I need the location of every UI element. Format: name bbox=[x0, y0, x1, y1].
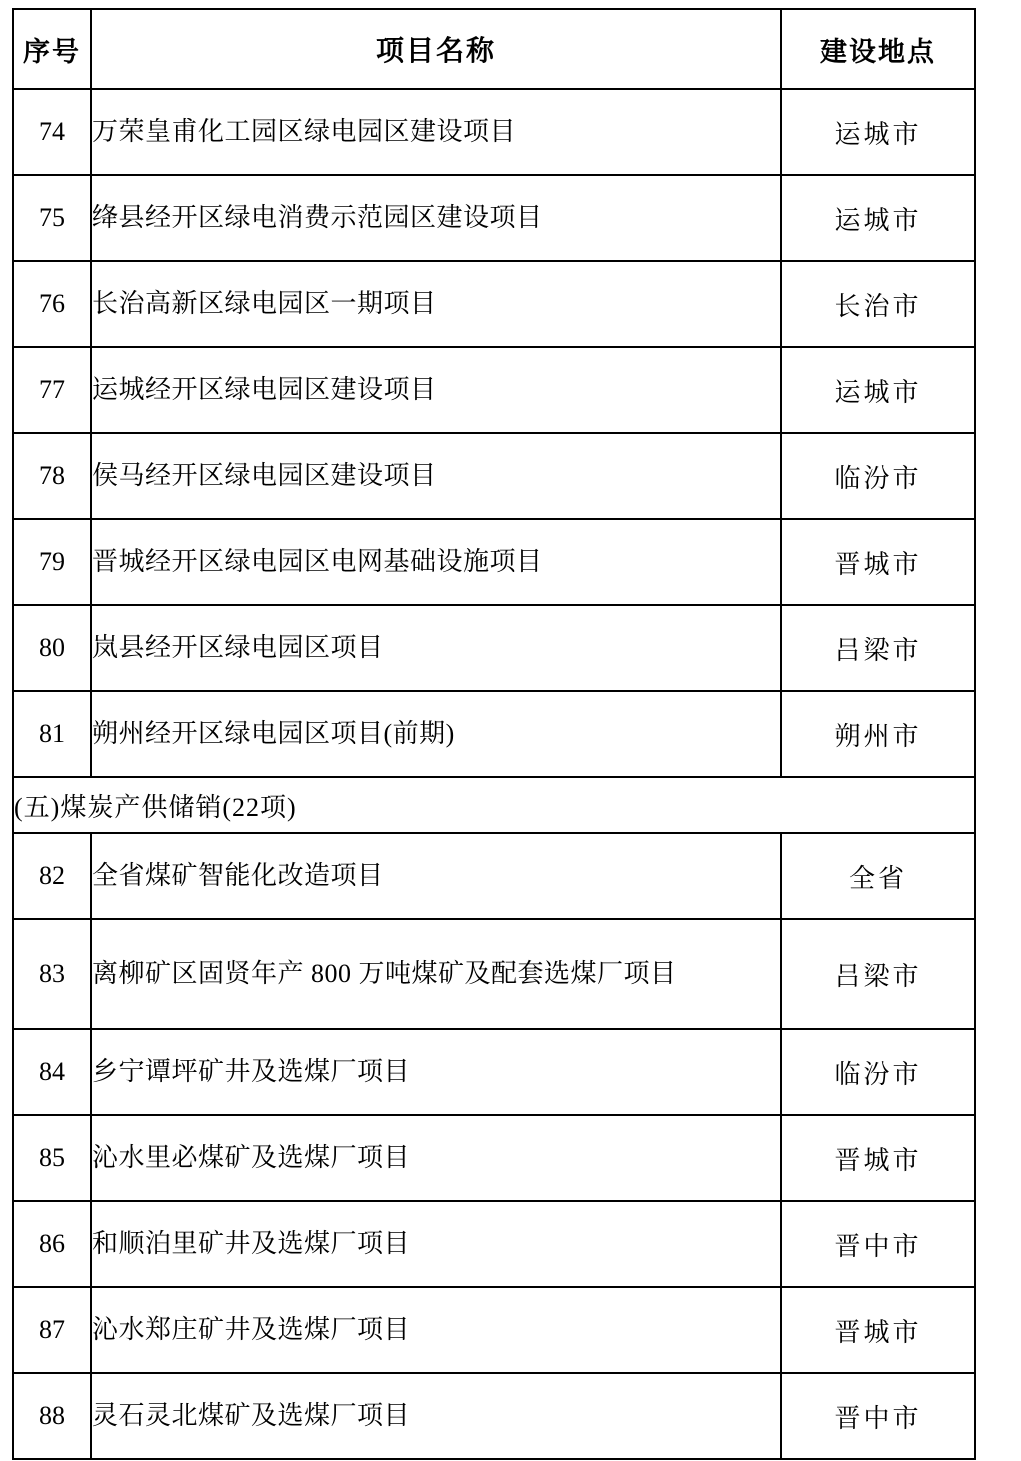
cell-place: 临汾市 bbox=[781, 1029, 975, 1115]
table-row bbox=[13, 833, 975, 919]
cell-name: 灵石灵北煤矿及选煤厂项目 bbox=[91, 1373, 781, 1459]
project-table bbox=[12, 8, 976, 1460]
cell-place: 运城市 bbox=[781, 175, 975, 261]
cell-place: 晋城市 bbox=[781, 1287, 975, 1373]
column-header-name: 项目名称 bbox=[91, 9, 781, 89]
cell-place: 朔州市 bbox=[781, 691, 975, 777]
table-row bbox=[13, 261, 975, 347]
table-header bbox=[13, 9, 975, 89]
document-page bbox=[0, 8, 1021, 1461]
table-row bbox=[13, 175, 975, 261]
section-heading: (五)煤炭产供储销(22项) bbox=[13, 777, 975, 833]
cell-name: 岚县经开区绿电园区项目 bbox=[91, 605, 781, 691]
table-header-row bbox=[13, 9, 975, 89]
column-header-no: 序号 bbox=[13, 9, 91, 89]
cell-place: 晋中市 bbox=[781, 1373, 975, 1459]
cell-no: 86 bbox=[13, 1201, 91, 1287]
cell-name: 全省煤矿智能化改造项目 bbox=[91, 833, 781, 919]
cell-no: 77 bbox=[13, 347, 91, 433]
cell-no: 87 bbox=[13, 1287, 91, 1373]
cell-no: 74 bbox=[13, 89, 91, 175]
cell-no: 75 bbox=[13, 175, 91, 261]
cell-place: 晋城市 bbox=[781, 519, 975, 605]
cell-name: 沁水里必煤矿及选煤厂项目 bbox=[91, 1115, 781, 1201]
cell-no: 76 bbox=[13, 261, 91, 347]
cell-name: 朔州经开区绿电园区项目(前期) bbox=[91, 691, 781, 777]
table-row bbox=[13, 1201, 975, 1287]
cell-place: 晋城市 bbox=[781, 1115, 975, 1201]
table-row bbox=[13, 1029, 975, 1115]
table-row bbox=[13, 605, 975, 691]
section-heading-row bbox=[13, 777, 975, 833]
cell-name: 侯马经开区绿电园区建设项目 bbox=[91, 433, 781, 519]
cell-no: 85 bbox=[13, 1115, 91, 1201]
cell-no: 82 bbox=[13, 833, 91, 919]
table-row bbox=[13, 433, 975, 519]
table-row bbox=[13, 519, 975, 605]
cell-name: 离柳矿区固贤年产 800 万吨煤矿及配套选煤厂项目 bbox=[91, 919, 781, 1029]
column-header-place: 建设地点 bbox=[781, 9, 975, 89]
cell-no: 83 bbox=[13, 919, 91, 1029]
cell-place: 吕梁市 bbox=[781, 919, 975, 1029]
cell-name: 长治高新区绿电园区一期项目 bbox=[91, 261, 781, 347]
cell-name: 乡宁谭坪矿井及选煤厂项目 bbox=[91, 1029, 781, 1115]
cell-name: 万荣皇甫化工园区绿电园区建设项目 bbox=[91, 89, 781, 175]
cell-no: 84 bbox=[13, 1029, 91, 1115]
cell-place: 晋中市 bbox=[781, 1201, 975, 1287]
cell-no: 78 bbox=[13, 433, 91, 519]
cell-no: 88 bbox=[13, 1373, 91, 1459]
cell-name: 绛县经开区绿电消费示范园区建设项目 bbox=[91, 175, 781, 261]
cell-place: 长治市 bbox=[781, 261, 975, 347]
cell-name: 晋城经开区绿电园区电网基础设施项目 bbox=[91, 519, 781, 605]
table-body bbox=[13, 89, 975, 1459]
cell-name: 运城经开区绿电园区建设项目 bbox=[91, 347, 781, 433]
table-row bbox=[13, 1287, 975, 1373]
table-row bbox=[13, 691, 975, 777]
cell-place: 运城市 bbox=[781, 347, 975, 433]
cell-no: 79 bbox=[13, 519, 91, 605]
cell-no: 81 bbox=[13, 691, 91, 777]
cell-name: 沁水郑庄矿井及选煤厂项目 bbox=[91, 1287, 781, 1373]
table-row bbox=[13, 919, 975, 1029]
table-row bbox=[13, 1373, 975, 1459]
table-row bbox=[13, 89, 975, 175]
table-row bbox=[13, 347, 975, 433]
cell-place: 吕梁市 bbox=[781, 605, 975, 691]
cell-place: 全省 bbox=[781, 833, 975, 919]
table-row bbox=[13, 1115, 975, 1201]
cell-name: 和顺泊里矿井及选煤厂项目 bbox=[91, 1201, 781, 1287]
cell-place: 运城市 bbox=[781, 89, 975, 175]
cell-no: 80 bbox=[13, 605, 91, 691]
cell-place: 临汾市 bbox=[781, 433, 975, 519]
